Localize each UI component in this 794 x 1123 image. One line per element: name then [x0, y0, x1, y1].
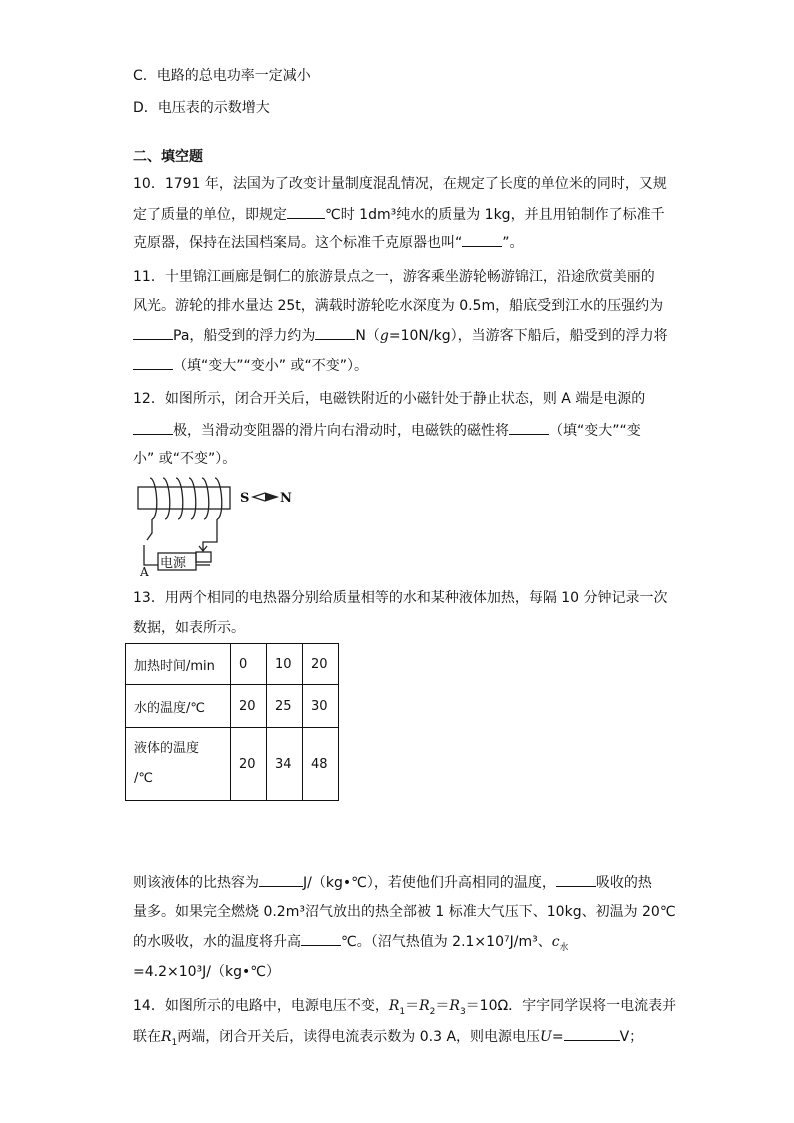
q14-line1: 14．如图所示的电路中，电源电压不变，$R_1=R_2=R_3=10\Omega$．宇宇同学误将一电流表并: [133, 998, 677, 1017]
q13-blank1[interactable]: [259, 872, 303, 887]
switch-icon: [147, 519, 152, 540]
q13-line6: =4.2×10³J/（kg•℃）: [133, 964, 280, 980]
q13-blank2[interactable]: [556, 872, 596, 887]
table-cell: 20: [303, 644, 339, 685]
section-title: 二、填空题: [133, 149, 203, 165]
table-cell: 液体的温度 /℃: [126, 728, 231, 801]
table-row: [126, 685, 339, 728]
q11-line1: 11．十里锦江画廊是铜仁的旅游景点之一，游客乘坐游轮畅游锦江，沿途欣赏美丽的: [133, 269, 655, 285]
table-cell: 20: [231, 728, 267, 801]
table-cell: 20: [231, 685, 267, 728]
table-row: [126, 644, 339, 685]
option-d: D．电压表的示数增大: [133, 100, 270, 116]
q10-blank2[interactable]: [462, 232, 502, 247]
q12-blank2[interactable]: [509, 420, 549, 435]
q12-line2: 极，当滑动变阻器的滑片向右滑动时，电磁铁的磁性将 （填“变大”“变: [133, 420, 641, 441]
power-source-label: 电源: [160, 555, 187, 570]
q12-line1: 12．如图所示，闭合开关后，电磁铁附近的小磁针处于静止状态，则 A 端是电源的: [133, 391, 646, 407]
q10-line1: 10．1791 年，法国为了改变计量制度混乱情况，在规定了长度的单位米的同时，又规: [133, 176, 667, 192]
power-source-box: [158, 553, 196, 570]
q13-line1: 13．用两个相同的电热器分别给质量相等的水和某种液体加热，每隔 10 分钟记录一次: [133, 590, 668, 606]
q13-line4: 量多。如果完全燃烧 0.2m³沼气放出的热全部被 1 标准大气压下、10kg、初温为 20℃: [133, 904, 676, 920]
q13-line5: 的水吸收，水的温度将升高 ℃。（沼气热值为 2.1×10⁷J/m³、$c_水$: [133, 931, 569, 958]
q11-line3: Pa，船受到的浮力约为 N（g=10N/kg），当游客下船后，船受到的浮力将: [133, 325, 668, 346]
q10-line2: 定了质量的单位，即规定 ℃时 1dm³纯水的质量为 1kg，并且用铂制作了标准千: [133, 204, 665, 225]
table-cell: 0: [231, 644, 267, 685]
table-cell: 25: [267, 685, 303, 728]
q14-line2: 联在$R_1$两端，闭合开关后，读得电流表示数为 0.3 A，则电源电压U= V；: [133, 1026, 643, 1053]
q12-line3: 小” 或“不变”）。: [133, 451, 237, 467]
q13-line3: 则该液体的比热容为 J/（kg•℃），若使他们升高相同的温度， 吸收的热: [133, 872, 652, 893]
terminal-a-label: A: [140, 565, 149, 579]
q11-line4: （填“变大”“变小” 或“不变”）。: [133, 355, 368, 376]
compass-needle-icon: [253, 493, 277, 501]
q10-line3: 克原器，保持在法国档案局。这个标准千克原器也叫“ ”。: [133, 232, 524, 253]
compass-n-label: N: [280, 491, 292, 506]
coil-icon: [150, 478, 222, 519]
table-cell: 水的温度/℃: [126, 685, 231, 728]
option-c: C．电路的总电功率一定减小: [133, 68, 311, 84]
table-row: [126, 728, 339, 801]
table-cell: 30: [303, 685, 339, 728]
q11-blank2[interactable]: [315, 325, 355, 340]
table-cell: 加热时间/min: [126, 644, 231, 685]
table-cell: 10: [267, 644, 303, 685]
q11-blank1[interactable]: [133, 325, 173, 340]
q14-blank1[interactable]: [564, 1026, 620, 1041]
table-cell: 34: [267, 728, 303, 801]
rheostat-icon: [196, 552, 211, 562]
table-cell: 48: [303, 728, 339, 801]
q13-line2: 数据，如表所示。: [133, 620, 245, 636]
q11-line2: 风光。游轮的排水量达 25t，满载时游轮吃水深度为 0.5m，船底受到江水的压强约为: [133, 298, 664, 314]
compass-s-label: S: [240, 491, 250, 506]
data-table: [125, 643, 339, 801]
q13-blank3[interactable]: [301, 931, 341, 946]
electromagnet-core: [138, 487, 230, 509]
q10-blank1[interactable]: [287, 204, 325, 219]
q12-blank1[interactable]: [133, 420, 173, 435]
q11-blank3[interactable]: [133, 355, 173, 370]
